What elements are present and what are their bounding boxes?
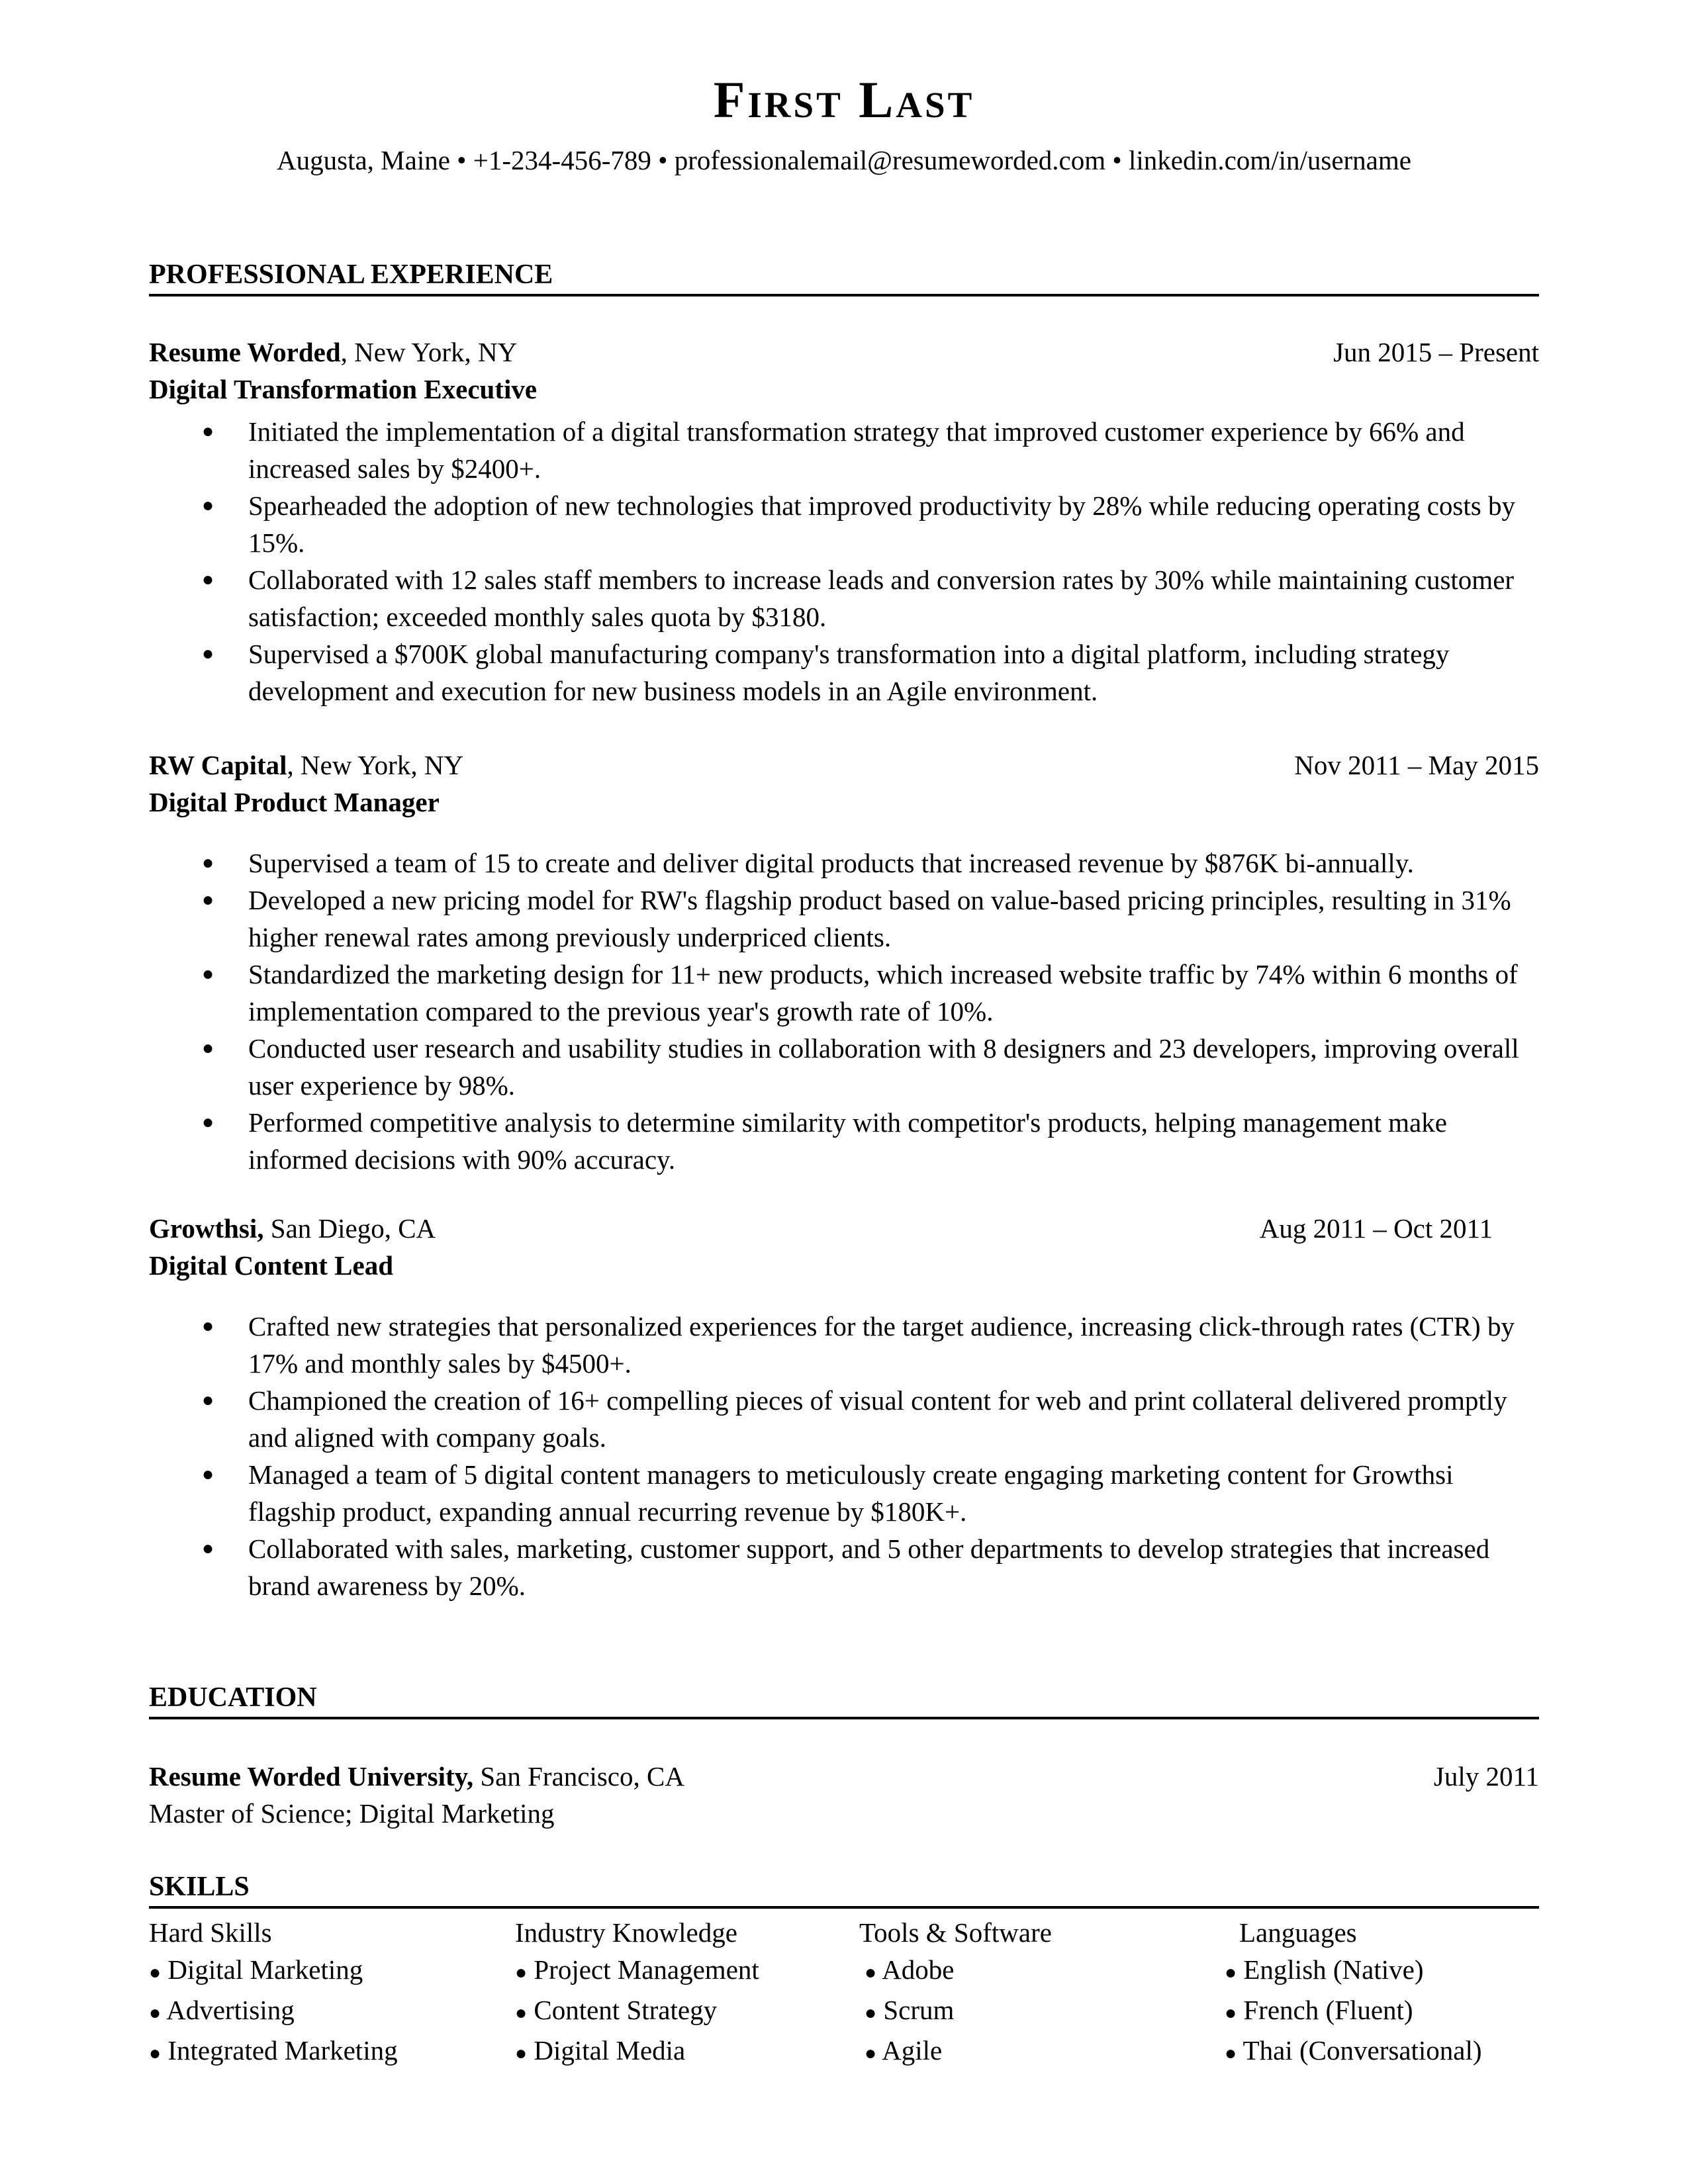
bullet-icon: ● [202,1111,214,1133]
job-3-title: Digital Content Lead [149,1250,393,1281]
job-2-location: , New York, NY [287,750,464,780]
bullet-icon: ● [1225,1962,1237,1983]
bullet-icon: ● [202,494,214,516]
list-item: ● Initiated the implementation of a digital transformation strategy that improved customer experience by 66% and increased sales by $2400+. [248,413,1539,487]
job-2-header [149,752,1539,779]
job-1-company: Resume Worded [149,337,341,367]
skills-column-title: Industry Knowledge [515,1917,737,1948]
job-1-location: , New York, NY [340,337,518,367]
list-item: ● Performed competitive analysis to determine similarity with competitor's products, helping management make informed decisions with 90% accuracy. [248,1104,1539,1178]
skills-column-title: Languages [1239,1917,1357,1948]
education-rule [149,1717,1539,1719]
job-2-company: RW Capital [149,750,287,780]
skills-column-tools-software [859,1914,1052,2072]
bullet-icon: ● [865,2002,877,2024]
job-3-bullets [202,1308,1539,1604]
job-1-bullets [202,413,1539,709]
job-2-title: Digital Product Manager [149,787,440,817]
list-item: ● English (Native) [1225,1954,1424,1985]
bullet-icon: ● [202,643,214,664]
bullet-icon: ● [865,1962,877,1983]
skills-column-hard-skills [149,1914,398,2072]
list-item: ● Advertising [149,1995,295,2025]
list-item: ● Integrated Marketing [149,2035,398,2066]
list-item: ● Scrum [865,1995,955,2025]
list-item: ● Managed a team of 5 digital content managers to meticulously create engaging marketing content for Growthsi flagship product, expanding annual recurring revenue by $180K+. [248,1456,1539,1530]
list-item: ● Collaborated with 12 sales staff members to increase leads and conversion rates by 30% while maintaining customer satisfaction; exceeded monthly sales quota by $3180. [248,561,1539,635]
bullet-icon: ● [149,1962,162,1983]
list-item: ● Digital Media [515,2035,686,2066]
education-header [149,1763,1539,1790]
bullet-icon: ● [865,2042,877,2064]
job-3-header [149,1215,1493,1242]
bullet-icon: ● [202,1537,214,1559]
bullet-icon: ● [202,852,214,874]
bullet-icon: ● [515,2042,528,2064]
education-school: Resume Worded University, [149,1761,474,1792]
list-item: ● Agile [865,2035,943,2066]
contact-line: Augusta, Maine • +1-234-456-789 • professionalemail@resumeworded.com • linkedin.com/in/username [277,145,1411,175]
experience-rule [149,294,1539,296]
bullet-icon: ● [202,1463,214,1485]
skills-column-title: Hard Skills [149,1917,272,1948]
list-item: ● Championed the creation of 16+ compelling pieces of visual content for web and print collateral delivered promptly and aligned with company goals. [248,1382,1539,1456]
education-date: July 2011 [1433,1761,1539,1792]
list-item: ● Crafted new strategies that personalized experiences for the target audience, increasing click-through rates (CTR) by 17% and monthly sales by $4500+. [248,1308,1539,1382]
experience-heading: PROFESSIONAL EXPERIENCE [149,259,553,290]
list-item: ● Content Strategy [515,1995,718,2025]
bullet-icon: ● [515,1962,528,1983]
job-3-company: Growthsi, [149,1213,264,1244]
bullet-icon: ● [515,2002,528,2024]
skills-heading: SKILLS [149,1872,250,1902]
bullet-icon: ● [202,1315,214,1337]
list-item: ● Developed a new pricing model for RW's flagship product based on value-based pricing principles, resulting in 31% higher renewal rates among previously underpriced clients. [248,882,1539,956]
list-item: ● Project Management [515,1954,759,1985]
bullet-icon: ● [202,1037,214,1059]
bullet-icon: ● [202,889,214,911]
skills-column-industry-knowledge [515,1914,759,2072]
list-item: ● Digital Marketing [149,1954,363,1985]
skills-column-title: Tools & Software [859,1917,1052,1948]
job-1-title: Digital Transformation Executive [149,374,538,404]
list-item: ● Standardized the marketing design for 11+ new products, which increased website traffic by 74% within 6 months of implementation compared to the previous year's growth rate of 10%. [248,956,1539,1030]
job-2-dates: Nov 2011 – May 2015 [1294,750,1539,780]
job-1-header [149,339,1539,366]
bullet-icon: ● [149,2002,162,2024]
job-2-bullets [202,844,1539,1178]
job-3-dates: Aug 2011 – Oct 2011 [1259,1213,1493,1244]
list-item: ● Collaborated with sales, marketing, customer support, and 5 other departments to develop strategies that increased brand awareness by 20%. [248,1530,1539,1604]
education-location: San Francisco, CA [473,1761,684,1792]
bullet-icon: ● [202,420,214,442]
list-item: ● Supervised a team of 15 to create and deliver digital products that increased revenue by $876K bi-annually. [248,844,1539,882]
job-3-location: San Diego, CA [263,1213,436,1244]
bullet-icon: ● [1225,2042,1237,2064]
bullet-icon: ● [202,569,214,590]
education-degree: Master of Science; Digital Marketing [149,1798,555,1829]
list-item: ● Supervised a $700K global manufacturing company's transformation into a digital platform, including strategy development and execution for new business models in an Agile environment. [248,635,1539,709]
list-item: ● French (Fluent) [1225,1995,1413,2025]
skills-column-languages [1225,1914,1482,2072]
list-item: ● Adobe [865,1954,955,1985]
job-1-dates: Jun 2015 – Present [1333,337,1539,367]
skills-rule [149,1906,1539,1909]
education-heading: EDUCATION [149,1682,317,1713]
bullet-icon: ● [202,1389,214,1411]
list-item: ● Spearheaded the adoption of new technologies that improved productivity by 28% while reducing operating costs by 15%. [248,487,1539,561]
candidate-name: First Last [713,71,975,128]
list-item: ● Conducted user research and usability studies in collaboration with 8 designers and 23 developers, improving overall user experience by 98%. [248,1030,1539,1104]
bullet-icon: ● [202,963,214,985]
bullet-icon: ● [1225,2002,1237,2024]
list-item: ● Thai (Conversational) [1225,2035,1482,2066]
bullet-icon: ● [149,2042,162,2064]
